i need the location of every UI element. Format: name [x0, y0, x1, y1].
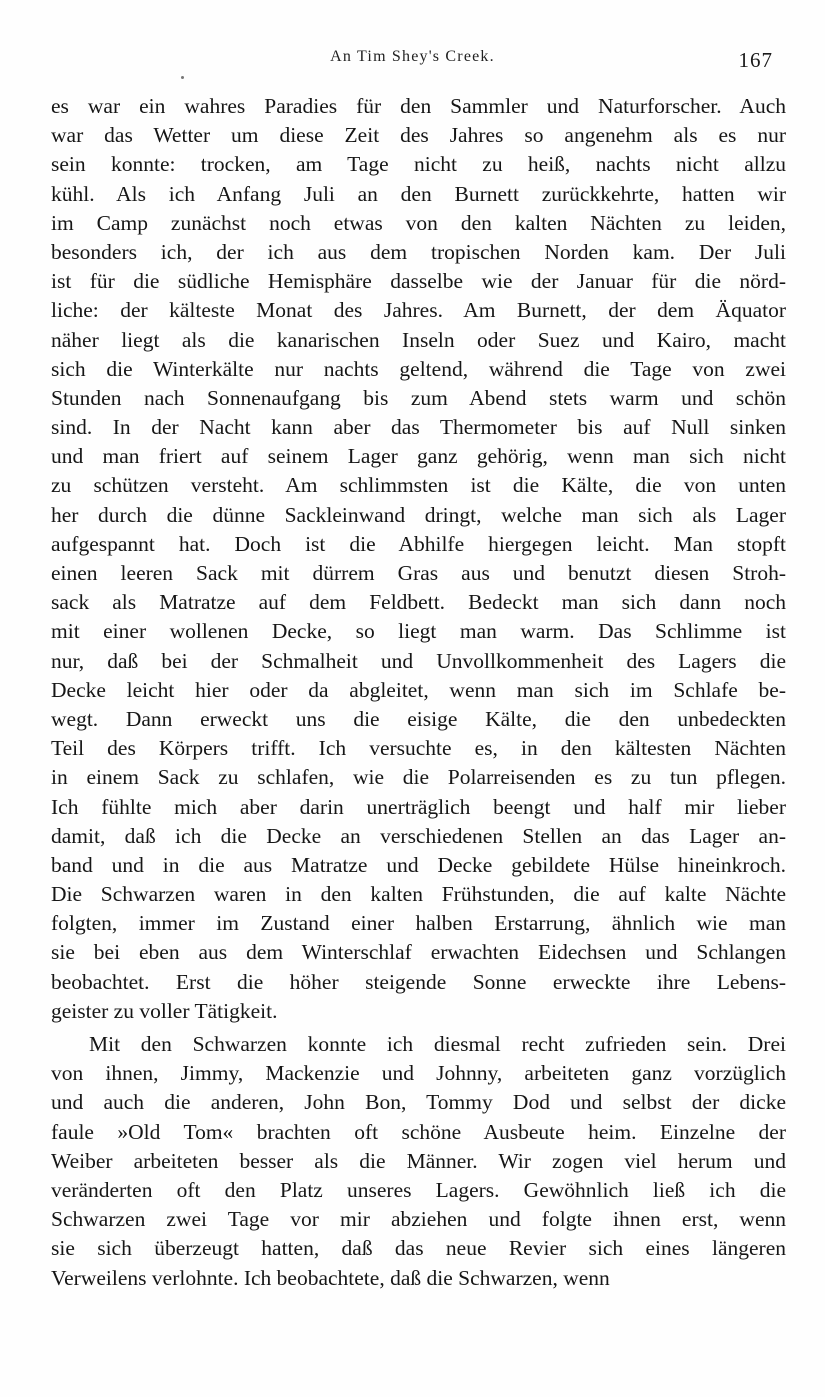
text-line: sein konnte: trocken, am Tage nicht zu heiß, nachts nicht allzu [51, 152, 786, 177]
text-line: wegt. Dann erweckt uns die eisige Kälte, die den unbedeckten [51, 706, 786, 731]
text-line: im Camp zunächst noch etwas von den kalten Nächten zu leiden, [51, 210, 786, 235]
text-line: und auch die anderen, John Bon, Tommy Dod und selbst der dicke [51, 1090, 786, 1115]
text-line: aufgespannt hat. Doch ist die Abhilfe hiergegen leicht. Man stopft [51, 531, 786, 556]
text-line: beobachtet. Erst die höher steigende Sonne erweckte ihre Lebens- [51, 969, 786, 994]
text-line: Verweilens verlohnte. Ich beobachtete, daß die Schwarzen, wenn [51, 1265, 610, 1290]
text-line: damit, daß ich die Decke an verschiedenen Stellen an das Lager an- [51, 823, 786, 848]
text-line: und man friert auf seinem Lager ganz gehörig, wenn man sich nicht [51, 444, 786, 469]
text-line: Die Schwarzen waren in den kalten Frühstunden, die auf kalte Nächte [51, 882, 786, 907]
text-line: Schwarzen zwei Tage vor mir abziehen und folgte ihnen erst, wenn [51, 1207, 786, 1232]
paragraph [51, 1030, 786, 1293]
text-line: mit einer wollenen Decke, so liegt man warm. Das Schlimme ist [51, 619, 786, 644]
text-line: in einem Sack zu schlafen, wie die Polarreisenden es zu tun pflegen. [51, 765, 786, 790]
text-line: her durch die dünne Sackleinwand dringt, welche man sich als Lager [51, 502, 786, 527]
text-line: Stunden nach Sonnenaufgang bis zum Abend stets warm und schön [51, 385, 786, 410]
text-line: geister zu voller Tätigkeit. [51, 998, 278, 1023]
print-speck [181, 76, 184, 79]
text-line: sich die Winterkälte nur nachts geltend, während die Tage von zwei [51, 356, 786, 381]
text-line: kühl. Als ich Anfang Juli an den Burnett zurückkehrte, hatten wir [51, 181, 786, 206]
text-line: Mit den Schwarzen konnte ich diesmal recht zufrieden sein. Drei [89, 1032, 786, 1056]
text-line: Decke leicht hier oder da abgleitet, wenn man sich im Schlafe be- [51, 677, 786, 702]
text-line: folgten, immer im Zustand einer halben Erstarrung, ähnlich wie man [51, 911, 786, 936]
text-line: zu schützen versteht. Am schlimmsten ist die Kälte, die von unten [51, 473, 786, 498]
body-text [51, 92, 786, 1293]
text-line: besonders ich, der ich aus dem tropischen Norden kam. Der Juli [51, 239, 786, 264]
running-header [0, 46, 825, 72]
text-line: nur, daß bei der Schmalheit und Unvollkommenheit des Lagers die [51, 648, 786, 673]
paragraph [51, 92, 786, 1026]
text-line: veränderten oft den Platz unseres Lagers. Gewöhnlich ließ ich die [51, 1177, 786, 1202]
text-line: faule »Old Tom« brachten oft schöne Ausbeute heim. Einzelne der [51, 1119, 786, 1144]
text-line: ist für die südliche Hemisphäre dasselbe wie der Januar für die nörd- [51, 269, 786, 294]
text-line: liche: der kälteste Monat des Jahres. Am Burnett, der dem Äquator [51, 298, 786, 323]
text-line: war das Wetter um diese Zeit des Jahres so angenehm als es nur [51, 123, 786, 148]
text-line: einen leeren Sack mit dürrem Gras aus und benutzt diesen Stroh- [51, 561, 786, 585]
text-line: Ich fühlte mich aber darin unerträglich beengt und half mir lieber [51, 794, 786, 819]
page-number: 167 [738, 48, 773, 72]
text-line: es war ein wahres Paradies für den Sammler und Naturforscher. Auch [51, 94, 786, 118]
running-title: An Tim Shey's Creek. [330, 48, 495, 65]
text-line: sind. In der Nacht kann aber das Thermometer bis auf Null sinken [51, 415, 786, 440]
text-line: sie sich überzeugt hatten, daß das neue Revier sich eines längeren [51, 1236, 786, 1261]
text-line: von ihnen, Jimmy, Mackenzie und Johnny, arbeiteten ganz vorzüglich [51, 1061, 786, 1086]
text-line: Weiber arbeiteten besser als die Männer. Wir zogen viel herum und [51, 1148, 786, 1173]
text-line: näher liegt als die kanarischen Inseln oder Suez und Kairo, macht [51, 327, 786, 352]
text-line: sack als Matratze auf dem Feldbett. Bedeckt man sich dann noch [51, 590, 786, 615]
text-line: Teil des Körpers trifft. Ich versuchte es, in den kältesten Nächten [51, 736, 786, 761]
text-line: sie bei eben aus dem Winterschlaf erwachten Eidechsen und Schlangen [51, 940, 786, 965]
text-line: band und in die aus Matratze und Decke gebildete Hülse hineinkroch. [51, 852, 786, 877]
